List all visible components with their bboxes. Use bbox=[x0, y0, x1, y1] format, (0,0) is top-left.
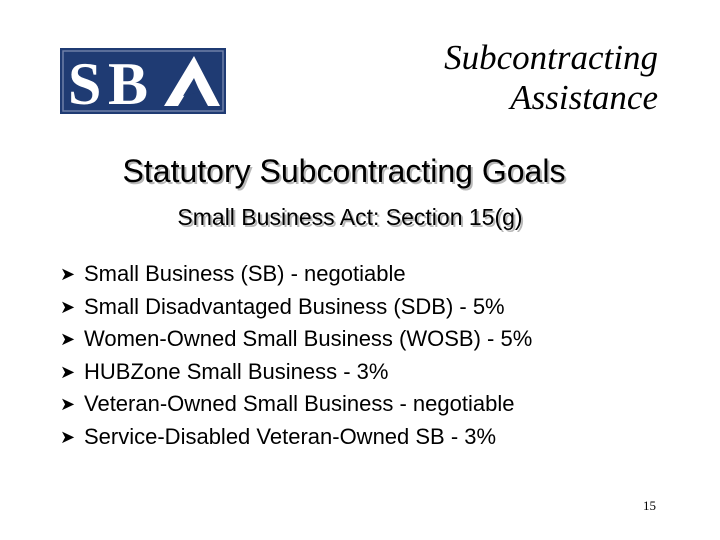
header-title-line-2: Assistance bbox=[510, 78, 658, 117]
arrowhead-bullet-icon: ➤ bbox=[60, 264, 76, 285]
logo-letter-b: B bbox=[108, 51, 149, 114]
goal-item bbox=[60, 356, 532, 389]
header-title-line-1: Subcontracting bbox=[444, 38, 658, 77]
main-heading: Statutory Subcontracting Goals bbox=[122, 153, 566, 189]
goal-item bbox=[60, 388, 532, 421]
sba-logo bbox=[60, 48, 226, 114]
goal-text: Small Business (SB) - negotiable bbox=[84, 261, 406, 287]
goal-text: HUBZone Small Business - 3% bbox=[84, 358, 389, 384]
page-number: 15 bbox=[643, 498, 656, 513]
goal-item bbox=[60, 323, 532, 356]
logo-letter-s: S bbox=[68, 51, 102, 114]
arrowhead-bullet-icon: ➤ bbox=[60, 361, 76, 382]
arrowhead-bullet-icon: ➤ bbox=[60, 329, 76, 350]
arrowhead-bullet-icon: ➤ bbox=[60, 394, 76, 415]
goal-text: Small Disadvantaged Business (SDB) - 5% bbox=[84, 293, 505, 319]
arrowhead-bullet-icon: ➤ bbox=[60, 296, 76, 317]
goal-text: Women-Owned Small Business (WOSB) - 5% bbox=[84, 326, 533, 352]
header-title bbox=[328, 38, 658, 118]
goal-list bbox=[60, 258, 532, 453]
sub-heading: Small Business Act: Section 15(g) bbox=[177, 204, 523, 230]
goal-text: Service-Disabled Veteran-Owned SB - 3% bbox=[84, 423, 497, 449]
goal-item bbox=[60, 291, 532, 324]
arrowhead-bullet-icon: ➤ bbox=[60, 426, 76, 447]
goal-item bbox=[60, 421, 532, 454]
sba-logo-graphic bbox=[60, 48, 226, 114]
goal-text: Veteran-Owned Small Business - negotiable bbox=[84, 391, 515, 417]
goal-item bbox=[60, 258, 532, 291]
